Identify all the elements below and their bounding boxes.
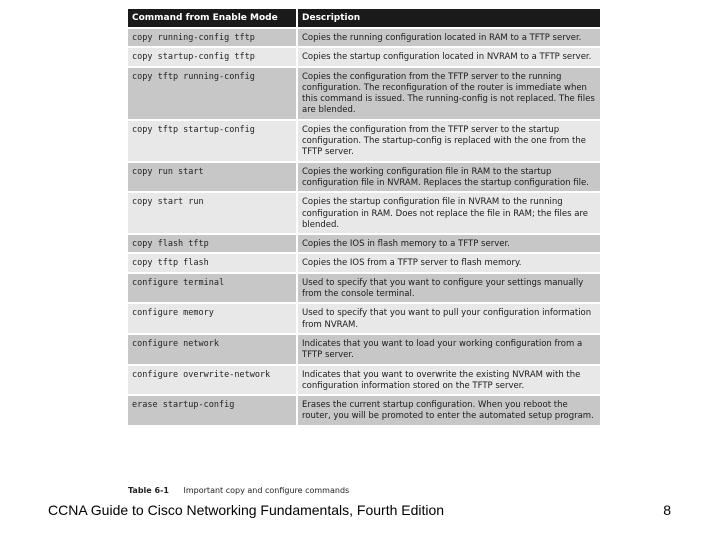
table-row bbox=[128, 121, 600, 161]
description-cell: Copies the IOS in flash memory to a TFTP server. bbox=[298, 235, 600, 252]
table-row bbox=[128, 163, 600, 192]
description-cell: Erases the current startup configuration. When you reboot the router, you will be promoted to enter the automated setup program. bbox=[298, 396, 600, 425]
command-cell: configure memory bbox=[128, 304, 296, 333]
command-cell: copy run start bbox=[128, 163, 296, 192]
table-row bbox=[128, 304, 600, 333]
table-row bbox=[128, 193, 600, 233]
description-cell: Copies the startup configuration file in NVRAM to the running configuration in RAM. Does not replace the file in RAM; the files are blended. bbox=[298, 193, 600, 233]
table-title: Important copy and configure commands bbox=[183, 486, 350, 495]
table-row bbox=[128, 48, 600, 65]
footer-book-title: CCNA Guide to Cisco Networking Fundamentals, Fourth Edition bbox=[48, 502, 445, 518]
description-cell: Copies the working configuration file in RAM to the startup configuration file in NVRAM. Replaces the startup configuration file. bbox=[298, 163, 600, 192]
description-cell: Indicates that you want to load your working configuration from a TFTP server. bbox=[298, 335, 600, 364]
description-cell: Used to specify that you want to configure your settings manually from the console terminal. bbox=[298, 274, 600, 303]
description-cell: Copies the IOS from a TFTP server to flash memory. bbox=[298, 254, 600, 271]
command-cell: copy startup-config tftp bbox=[128, 48, 296, 65]
command-cell: copy start run bbox=[128, 193, 296, 233]
description-cell: Copies the configuration from the TFTP server to the running configuration. The reconfiguration of the router is immediate when this command is issued. The running-config is not replaced. The files are blended. bbox=[298, 68, 600, 119]
table-header-row bbox=[128, 9, 600, 27]
table-row bbox=[128, 366, 600, 395]
table-row bbox=[128, 254, 600, 271]
command-table bbox=[126, 7, 602, 427]
command-cell: copy tftp running-config bbox=[128, 68, 296, 119]
command-cell: copy flash tftp bbox=[128, 235, 296, 252]
command-cell: copy tftp startup-config bbox=[128, 121, 296, 161]
command-cell: copy running-config tftp bbox=[128, 29, 296, 46]
page-number: 8 bbox=[663, 502, 671, 518]
table-row bbox=[128, 396, 600, 425]
table-number: Table 6-1 bbox=[128, 486, 169, 495]
command-cell: copy tftp flash bbox=[128, 254, 296, 271]
column-header-command: Command from Enable Mode bbox=[128, 9, 296, 27]
command-cell: configure terminal bbox=[128, 274, 296, 303]
table-row bbox=[128, 68, 600, 119]
description-cell: Indicates that you want to overwrite the existing NVRAM with the configuration information stored on the TFTP server. bbox=[298, 366, 600, 395]
column-header-description: Description bbox=[298, 9, 600, 27]
description-cell: Used to specify that you want to pull your configuration information from NVRAM. bbox=[298, 304, 600, 333]
table-caption bbox=[128, 486, 349, 495]
command-cell: erase startup-config bbox=[128, 396, 296, 425]
table-row bbox=[128, 335, 600, 364]
table-row bbox=[128, 274, 600, 303]
description-cell: Copies the configuration from the TFTP server to the startup configuration. The startup-config is replaced with the one from the TFTP server. bbox=[298, 121, 600, 161]
table-row bbox=[128, 29, 600, 46]
table-row bbox=[128, 235, 600, 252]
description-cell: Copies the startup configuration located in NVRAM to a TFTP server. bbox=[298, 48, 600, 65]
description-cell: Copies the running configuration located in RAM to a TFTP server. bbox=[298, 29, 600, 46]
command-cell: configure overwrite-network bbox=[128, 366, 296, 395]
command-cell: configure network bbox=[128, 335, 296, 364]
